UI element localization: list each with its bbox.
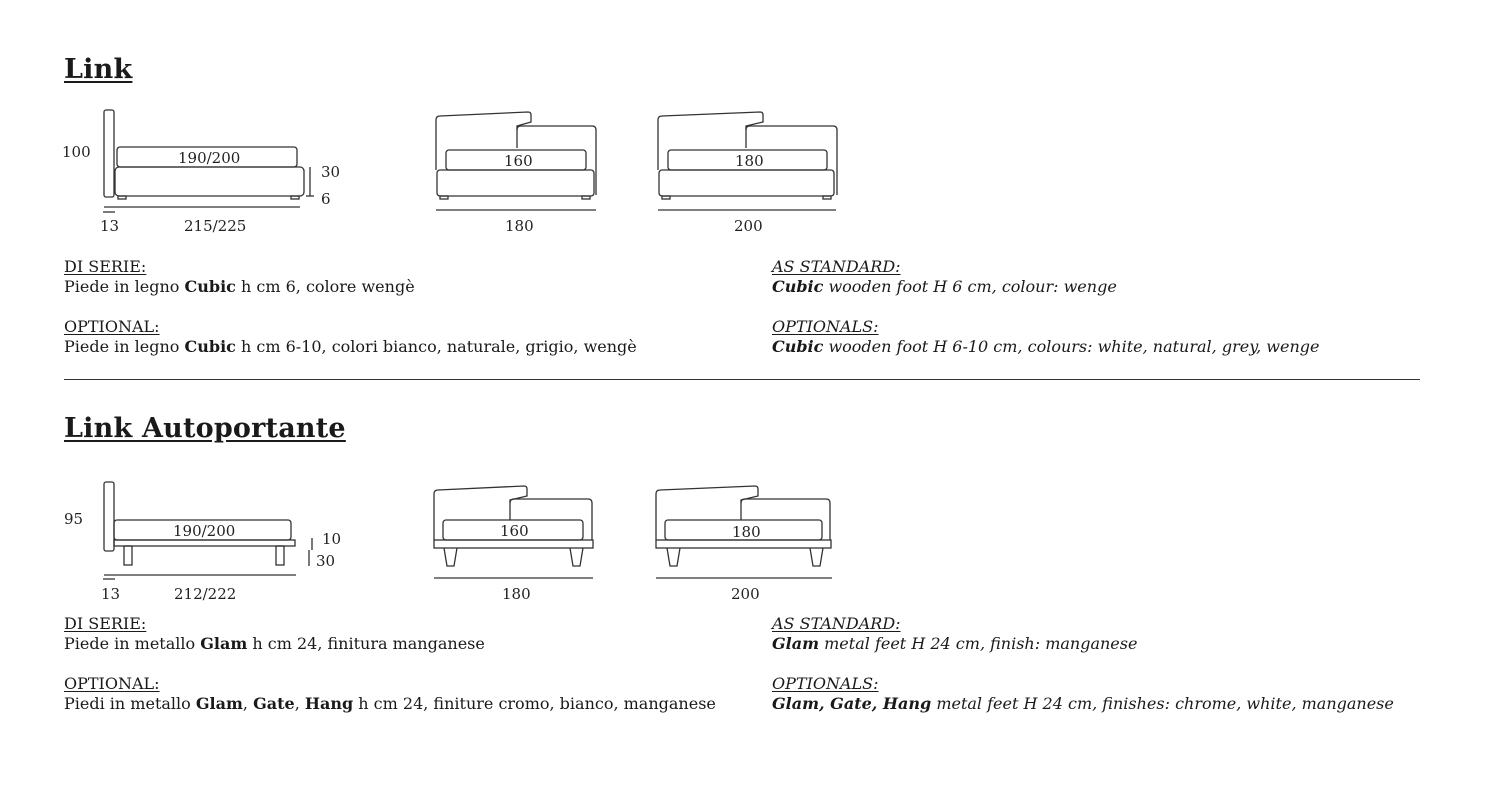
- foot-model-name: Glam: [772, 634, 820, 653]
- foot-model-name: Glam: [200, 634, 248, 653]
- foot-model-name: Cubic: [772, 337, 824, 356]
- optional-text-it: Piedi in metallo: [64, 694, 196, 713]
- standard-label-en: AS STANDARD:: [772, 257, 901, 276]
- optional-text-it: Piede in legno: [64, 337, 185, 356]
- optional-label-it: OPTIONAL:: [64, 317, 160, 336]
- front-mattress-label: 180: [732, 523, 761, 541]
- standard-text-it-rest: h cm 24, finitura manganese: [247, 634, 485, 653]
- side-mattress-label: 190/200: [178, 149, 241, 167]
- optional-label-it: OPTIONAL:: [64, 674, 160, 693]
- foot-model-name: Gate: [253, 694, 295, 713]
- standard-block-it: [64, 614, 485, 654]
- side-height-label: 95: [64, 510, 84, 528]
- optional-block-it: [64, 674, 716, 714]
- foot-model-name: Cubic: [184, 277, 236, 296]
- side-mattress-label: 190/200: [173, 522, 236, 540]
- foot-model-name: Glam: [195, 694, 243, 713]
- side-height-label: 100: [62, 143, 91, 161]
- standard-block-en: [772, 614, 1137, 654]
- optional-text-en: metal feet H 24 cm, finishes: chrome, white, manganese: [931, 694, 1394, 713]
- optional-block-en: [772, 317, 1319, 357]
- optional-block-it: [64, 317, 637, 357]
- side-bed-height-label: 30: [321, 163, 341, 181]
- front-width-label: 200: [731, 585, 760, 603]
- optional-text-en: wooden foot H 6-10 cm, colours: white, natural, grey, wenge: [823, 337, 1320, 356]
- standard-text-en: wooden foot H 6 cm, colour: wenge: [823, 277, 1117, 296]
- side-headboard-depth-label: 13: [100, 217, 120, 235]
- standard-label-it: DI SERIE:: [64, 614, 147, 633]
- foot-model-name: Glam, Gate, Hang: [772, 694, 932, 713]
- section-title-link: Link: [64, 54, 133, 85]
- optional-text-it-rest: h cm 6-10, colori bianco, naturale, grigio, wengè: [235, 337, 637, 356]
- standard-text-it: Piede in metallo: [64, 634, 201, 653]
- optional-label-en: OPTIONALS:: [772, 317, 879, 336]
- foot-model-name: Hang: [304, 694, 354, 713]
- optional-block-en: [772, 674, 1394, 714]
- standard-text-it-rest: h cm 6, colore wengè: [235, 277, 415, 296]
- standard-label-it: DI SERIE:: [64, 257, 147, 276]
- side-bed-height-label: 10: [322, 530, 342, 548]
- separator: ,: [242, 694, 254, 713]
- side-length-label: 215/225: [184, 217, 247, 235]
- side-foot-height-label: 6: [321, 190, 331, 208]
- side-headboard-depth-label: 13: [101, 585, 121, 603]
- front-mattress-label: 160: [500, 522, 529, 540]
- foot-model-name: Cubic: [184, 337, 236, 356]
- foot-model-name: Cubic: [772, 277, 824, 296]
- standard-label-en: AS STANDARD:: [772, 614, 901, 633]
- optional-label-en: OPTIONALS:: [772, 674, 879, 693]
- standard-text-en: metal feet H 24 cm, finish: manganese: [819, 634, 1138, 653]
- front-mattress-label: 160: [504, 152, 533, 170]
- section-divider: [64, 379, 1420, 380]
- front-width-label: 200: [734, 217, 763, 235]
- separator: ,: [294, 694, 305, 713]
- side-length-label: 212/222: [174, 585, 237, 603]
- standard-text-it: Piede in legno: [64, 277, 185, 296]
- standard-block-it: [64, 257, 415, 297]
- section-title-link-autoportante: Link Autoportante: [64, 413, 346, 444]
- side-foot-height-label: 30: [316, 552, 336, 570]
- standard-block-en: [772, 257, 1117, 297]
- optional-text-it-rest: h cm 24, finiture cromo, bianco, manganese: [353, 694, 716, 713]
- front-width-label: 180: [505, 217, 534, 235]
- front-mattress-label: 180: [735, 152, 764, 170]
- front-width-label: 180: [502, 585, 531, 603]
